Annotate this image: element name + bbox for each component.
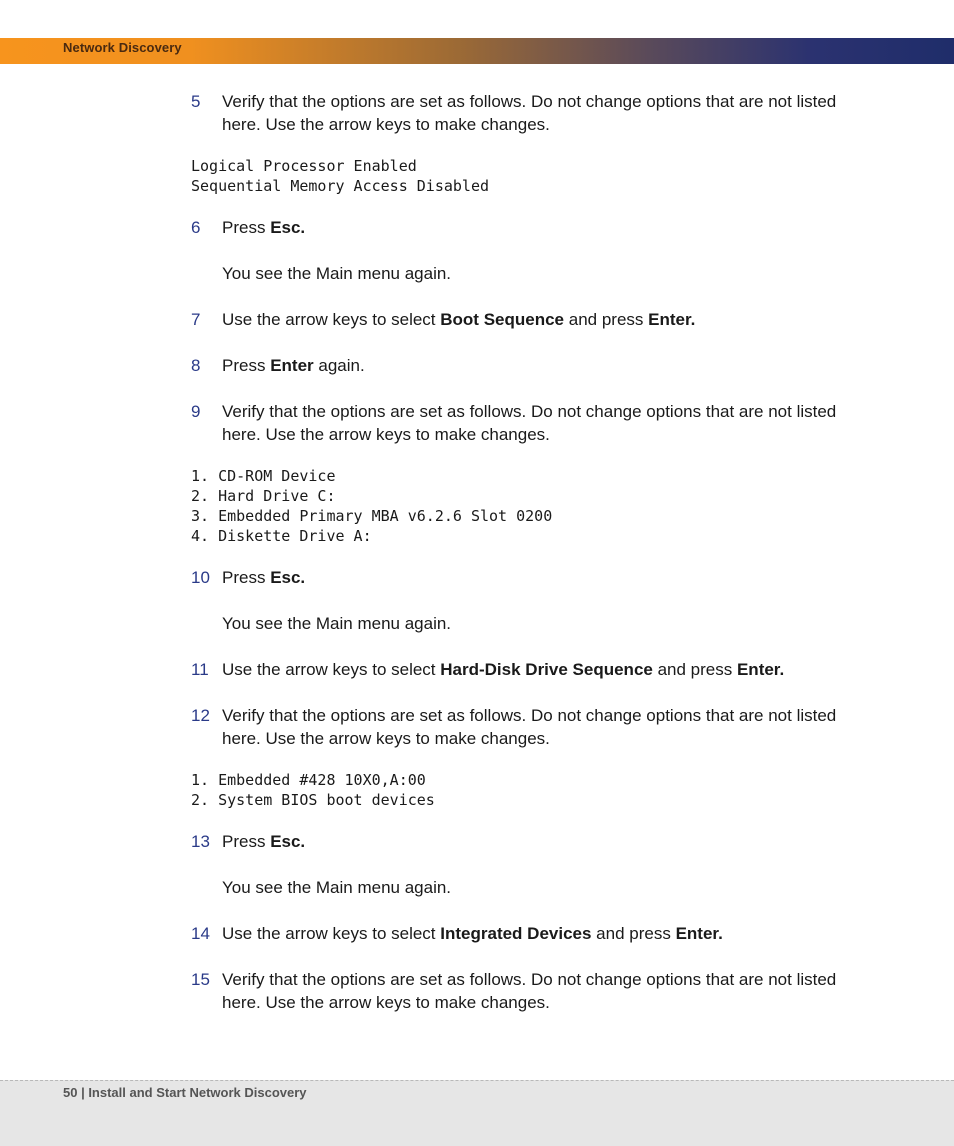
code-block-1 [191,156,841,196]
key-enter: Enter. [736,660,785,679]
step-text: Verify that the options are set as follows. Do not change options that are not listed here. Use the arrow keys to make changes. [222,970,837,1012]
step-text: and press [591,924,676,943]
step-text: again. [313,356,365,375]
step-number: 15 [191,970,210,989]
step-12 [191,704,841,750]
key-enter: Enter [270,356,314,375]
step-10 [191,566,841,589]
step-text: Use the arrow keys to select [222,310,441,329]
step-text: and press [652,660,737,679]
step-9 [191,400,841,446]
step-text: Use the arrow keys to select [222,660,441,679]
footer-page-label: 50 | Install and Start Network Discovery [63,1085,307,1100]
key-enter: Enter. [648,310,696,329]
key-esc: Esc. [270,832,306,851]
menu-hard-disk-drive-sequence: Hard-Disk Drive Sequence [440,660,653,679]
step-note: You see the Main menu again. [222,614,452,633]
step-number: 14 [191,924,210,943]
step-note: You see the Main menu again. [222,878,452,897]
step-number: 8 [191,356,201,375]
code-line: Sequential Memory Access Disabled [191,177,490,195]
menu-boot-sequence: Boot Sequence [440,310,565,329]
step-6 [191,216,841,239]
step-text: and press [564,310,649,329]
step-number: 5 [191,92,201,111]
step-text: Press [222,568,271,587]
step-5 [191,90,841,136]
step-8 [191,354,841,377]
step-text: Verify that the options are set as follows. Do not change options that are not listed here. Use the arrow keys to make changes. [222,402,837,444]
step-number: 7 [191,310,201,329]
key-enter: Enter. [675,924,723,943]
code-line: 3. Embedded Primary MBA v6.2.6 Slot 0200 [191,507,553,525]
code-line: 1. CD-ROM Device [191,467,336,485]
step-text: Press [222,356,271,375]
step-7 [191,308,841,331]
code-block-2 [191,466,841,546]
step-text: Verify that the options are set as follows. Do not change options that are not listed here. Use the arrow keys to make changes. [222,706,837,748]
step-14 [191,922,841,945]
step-number: 12 [191,706,210,725]
content [191,90,841,1014]
step-number: 13 [191,832,210,851]
step-13 [191,830,841,853]
header-title: Network Discovery [63,40,182,55]
code-line: 2. System BIOS boot devices [191,791,435,809]
step-15 [191,968,841,1014]
step-number: 11 [191,660,209,679]
menu-integrated-devices: Integrated Devices [440,924,592,943]
key-esc: Esc. [270,218,306,237]
step-text: Press [222,832,271,851]
code-block-3 [191,770,841,810]
step-text: Verify that the options are set as follows. Do not change options that are not listed here. Use the arrow keys to make changes. [222,92,837,134]
step-number: 9 [191,402,201,421]
step-number: 6 [191,218,201,237]
code-line: Logical Processor Enabled [191,157,417,175]
step-note: You see the Main menu again. [222,264,452,283]
step-text: Use the arrow keys to select [222,924,441,943]
step-number: 10 [191,568,210,587]
code-line: 1. Embedded #428 10X0,A:00 [191,771,426,789]
code-line: 2. Hard Drive C: [191,487,336,505]
key-esc: Esc. [270,568,306,587]
step-11 [191,658,841,681]
step-text: Press [222,218,271,237]
code-line: 4. Diskette Drive A: [191,527,372,545]
